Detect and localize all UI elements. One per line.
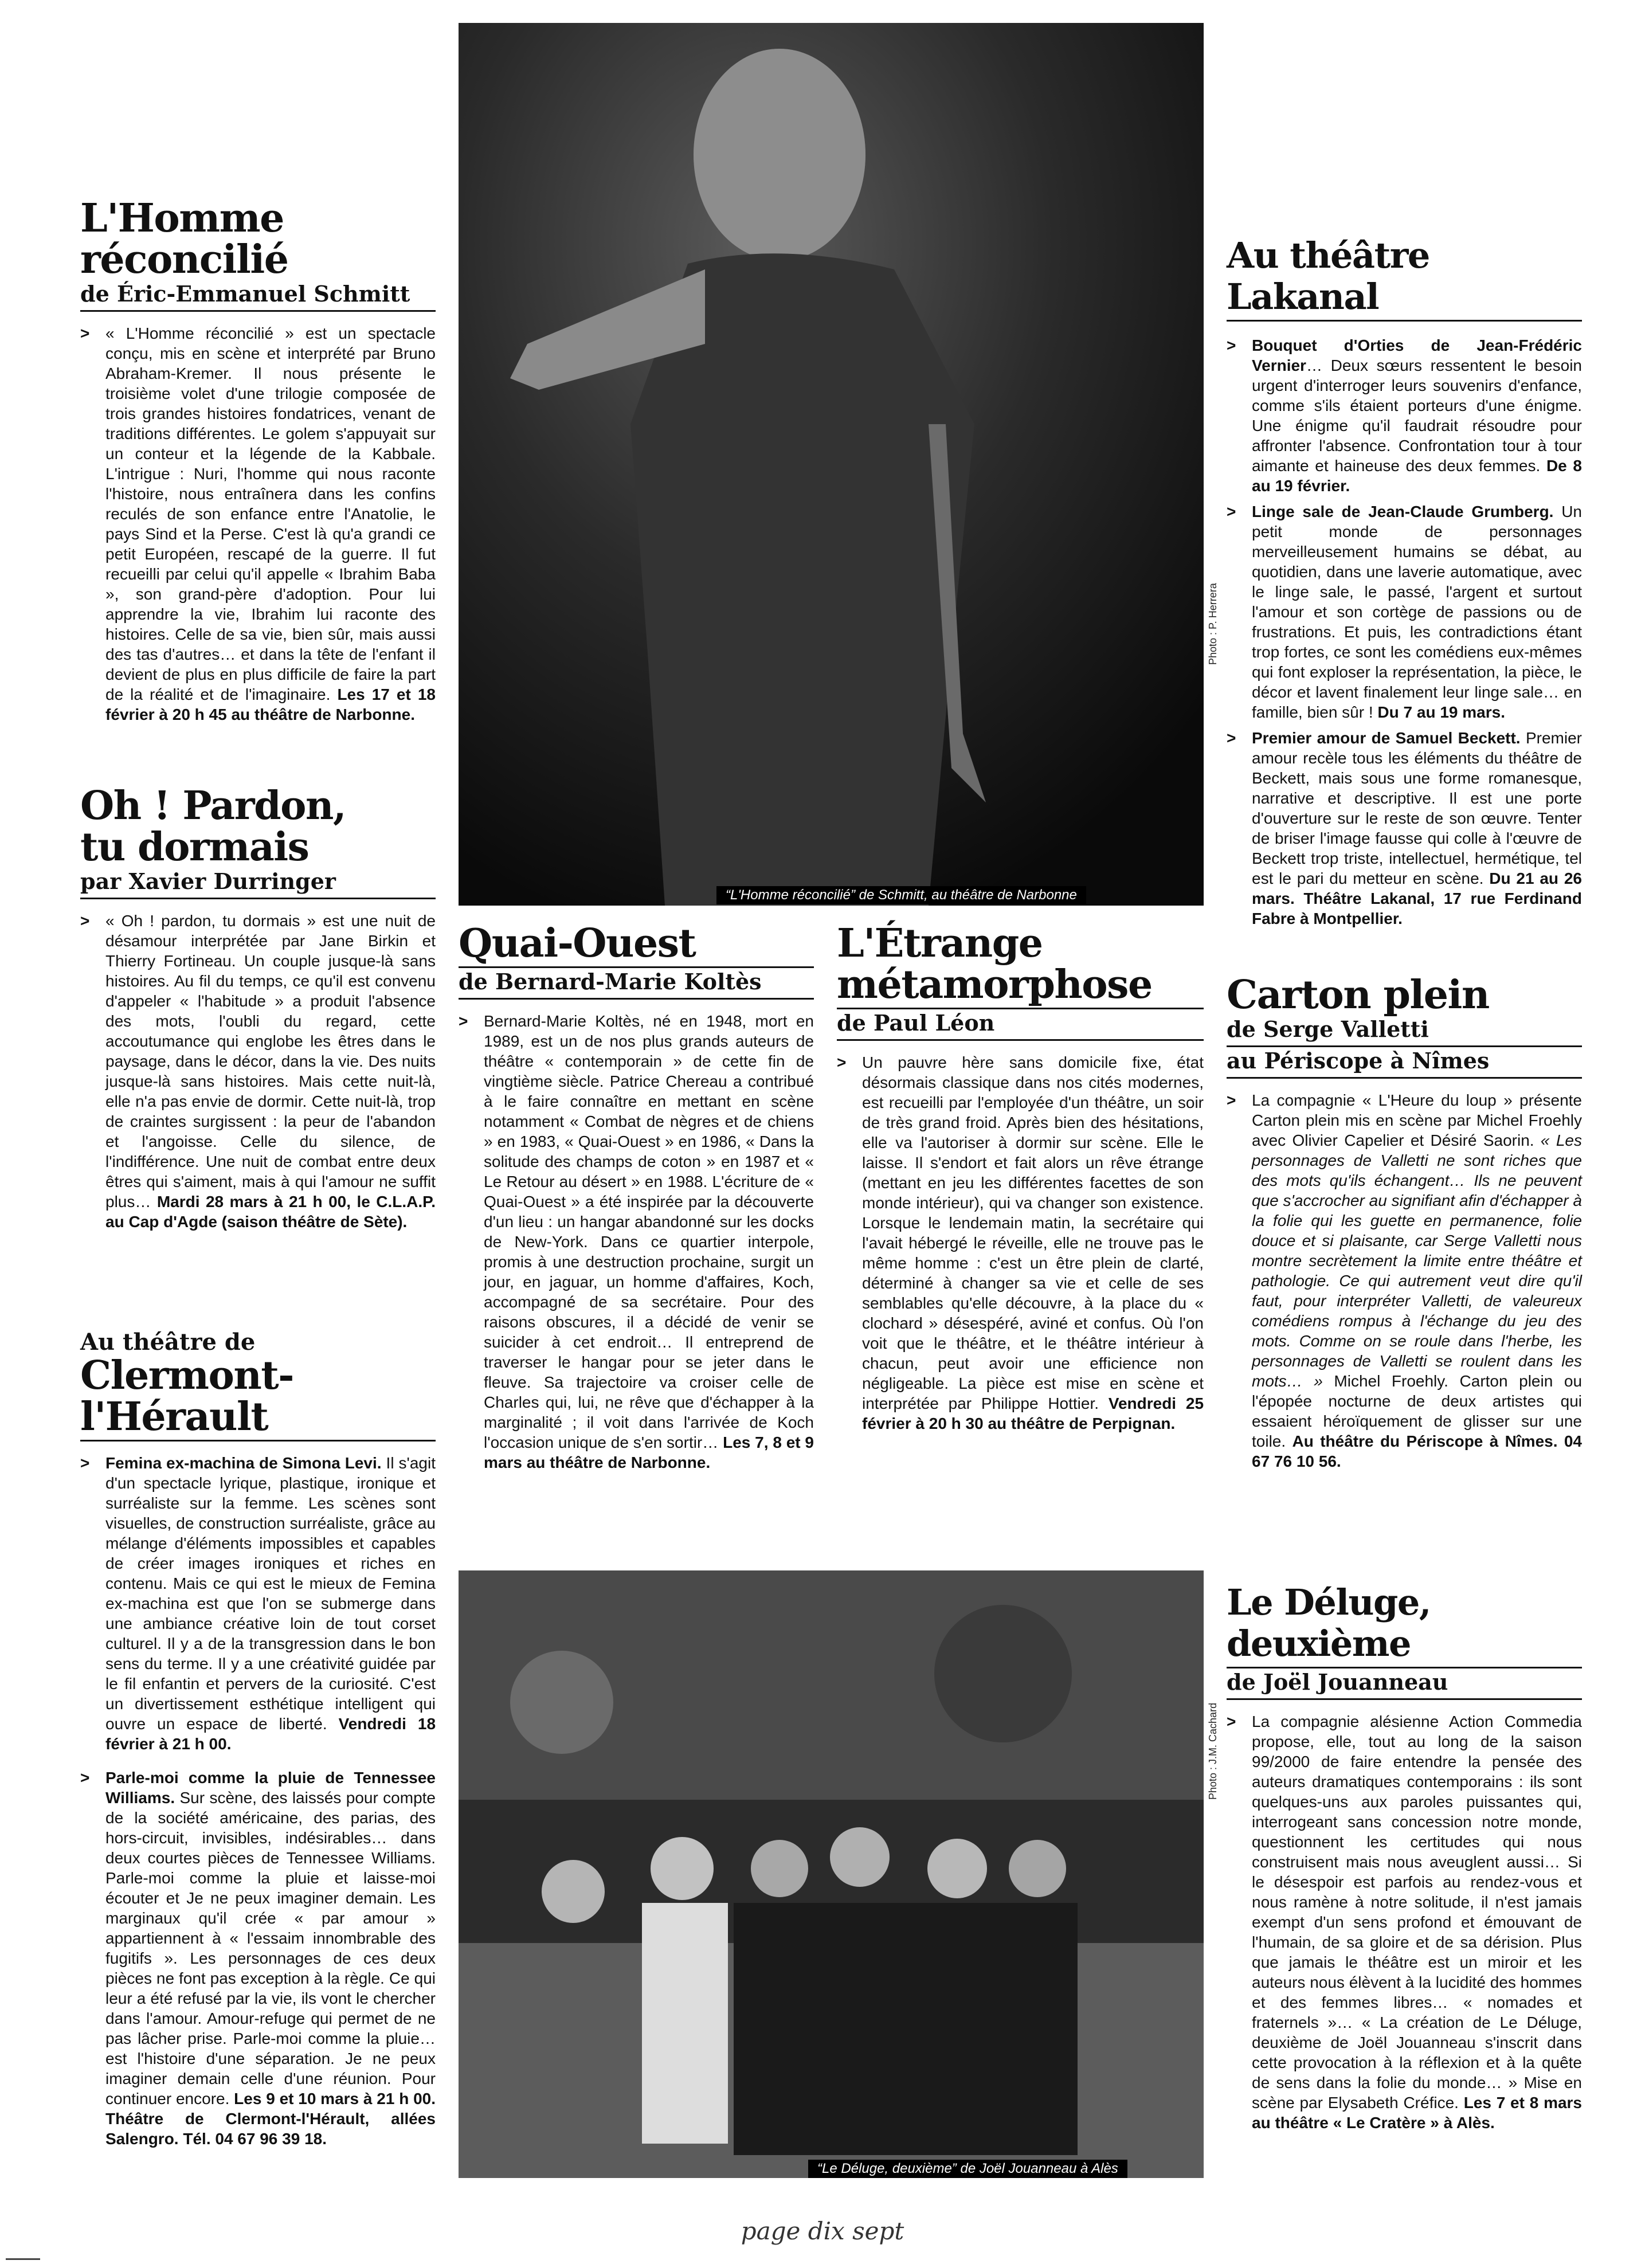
article-title: Le Déluge, deuxième (1227, 1582, 1582, 1668)
actor-photo-image (459, 23, 1204, 906)
article-etrange-metamorphose (837, 920, 1204, 1439)
photo-homme-reconcilie (459, 23, 1204, 906)
article-subtitle: de Paul Léon (837, 1009, 1204, 1041)
article-title-line2: métamorphose (837, 964, 1204, 1009)
article-carton-plein (1227, 974, 1582, 1477)
article-body (1227, 335, 1582, 929)
article-title-line2: tu dormais (80, 824, 309, 870)
article-body (837, 1052, 1204, 1433)
article-title-line1: L'Étrange (837, 920, 1043, 966)
page-number: page dix sept (741, 2217, 904, 2245)
article-subtitle: par Xavier Durringer (80, 868, 436, 899)
paragraph: > « L'Homme réconcilié » est un spectacle conçu, mis en scène et interprété par Bruno Abraham-Kremer. Il nous présente le troisième volet d'une trilogie composée de trois grandes histoires fondatrices, venant de traditions différentes. Le golem s'appuyait sur un conteur et la légende de la Kabbale. L'intrigue : Nuri, l'homme qui nous raconte l'histoire, nous entraînera dans les confins reculés de son enfance entre l'Anatolie, le pays Sind et la Perse. C'est là qu'a grandi ce petit Européen, rescapé de la guerre. Il fut recueilli par celui qu'il appelle « Ibrahim Baba », son grand-père d'adoption. Pour lui apprendre la vie, Ibrahim lui raconte des histoires. Celle de sa vie, bien sûr, mais aussi des tas d'autres… et dans la tête de l'enfant il devient de plus en plus difficile de faire la part de la réalité et de l'imaginaire. Les 17 et 18 février à 20 h 45 au théâtre de Narbonne. (80, 323, 436, 724)
article-body (80, 323, 436, 724)
article-subtitle: de Serge Valletti (1227, 1016, 1582, 1047)
article-title: Carton plein (1227, 972, 1489, 1018)
article-clermont (80, 1330, 436, 2155)
troupe-photo-image (459, 1570, 1204, 2178)
article-body (80, 911, 436, 1232)
photo-credit-bottom: Photo : J.M. Cachard (1207, 1702, 1219, 1800)
article-body (80, 1453, 436, 2149)
article-body (459, 1011, 814, 1472)
article-title: Au théâtre Lakanal (1227, 235, 1582, 322)
paragraph: > Un pauvre hère sans domicile fixe, état désormais classique dans nos cités modernes, est recueilli par l'employée d'un théâtre, un soir de très grand froid. Après bien des hésitations, elle va l'autoriser à dormir sur scène. Elle le laisse. Il s'endort et fait alors un rêve étrange (mettant en jeu les différentes facettes de son monde intérieur), qui va changer son existence. Lorsque le lendemain matin, la secrétaire qui l'avait hébergé le réveille, elle ne trouve pas le même homme : c'est un être plein de clarté, déterminé à changer sa vie et celle de ses semblables qu'elle découvre, à la place du « clochard » désespéré, aviné et confus. Où l'on voit que le théâtre, et le théâtre intérieur à chacun, peut avoir une efficience non négligeable. La pièce est mise en scène et interprétée par Philippe Hottier. Vendredi 25 février à 20 h 30 au théâtre de Perpignan. (837, 1052, 1204, 1433)
paragraph: > La compagnie alésienne Action Commedia propose, elle, tout au long de la saison 99/2000 de faire entendre la pensée des auteurs dramatiques contemporains : ils sont quelques-uns aux paroles puissantes qui, interrogeant sans concession notre monde, questionnent les certitudes qui nous construisent mais nous aveuglent aussi… Si le désespoir est parfois au rendez-vous et nous ramène à notre solitude, il n'est jamais exempt d'un sens profond et émouvant de l'humain, de sa gloire et de sa dérision. Plus que jamais le théâtre est un miroir et les auteurs nous élèvent à la lucidité des hommes et des femmes libres… « nomades et fraternels »… « La création de Le Déluge, deuxième de Joël Jouanneau s'inscrit dans cette provocation à la réflexion et à la quête de sens dans la folie du monde… » Mise en scène par Elysabeth Créfice. Les 7 et 8 mars au théâtre « Le Cratère » à Alès. (1227, 1711, 1582, 2133)
article-lakanal (1227, 235, 1582, 934)
photo-deluge (459, 1570, 1204, 2178)
article-body (1227, 1711, 1582, 2133)
article-body (1227, 1090, 1582, 1471)
photo-credit-top: Photo : P. Herrera (1207, 583, 1219, 665)
article-subtitle-venue: au Périscope à Nîmes (1227, 1047, 1582, 1079)
article-title: Quai-Ouest (459, 923, 814, 968)
article-title: Clermont-l'Hérault (80, 1355, 436, 1442)
paragraph: > Premier amour de Samuel Beckett. Premier amour recèle tous les éléments du théâtre de Beckett, mais sous une forme romanesque, narrative et descriptive. Il est une porte d'ouverture sur le reste de son œuvre. Tenter de briser l'image fausse qui colle à l'œuvre de Beckett trop triste, intellectuel, hermétique, tel est le pari du metteur en scène. Du 21 au 26 mars. Théâtre Lakanal, 17 rue Ferdinand Fabre à Montpellier. (1227, 728, 1582, 929)
article-deluge (1227, 1582, 1582, 2138)
paragraph: > « Oh ! pardon, tu dormais » est une nuit de désamour interprétée par Jane Birkin et Thierry Fortineau. Un couple jusque-là sans histoires. Au fil du temps, ce qu'il est convenu d'appeler « l'habitude » a produit l'absence des mots, l'oubli du regard, cette accoutumance qui englobe les êtres dans le paysage, dans le décor, dans la vie. Des nuits jusque-là sans histoires. Mais cette nuit-là, elle n'a pas envie de dormir. Cette nuit-là, trop de craintes surgissent : la peur de l'abandon et l'angoisse. Celle du silence, de l'indifférence. Une nuit de combat entre deux êtres qui s'aiment, mais à qui l'amour ne suffit plus… Mardi 28 mars à 21 h 00, le C.L.A.P. au Cap d'Agde (saison théâtre de Sète). (80, 911, 436, 1232)
article-title: L'Homme réconcilié (80, 195, 288, 283)
article-subtitle: de Joël Jouanneau (1227, 1668, 1582, 1700)
photo-caption-bottom: “Le Déluge, deuxième” de Joël Jouanneau à Alès (808, 2160, 1127, 2178)
article-subtitle: de Éric-Emmanuel Schmitt (80, 280, 436, 312)
paragraph: > Femina ex-machina de Simona Levi. Il s'agit d'un spectacle lyrique, plastique, ironique et surréaliste sur la femme. Les scènes sont visuelles, de construction surréaliste, grâce au mélange d'éléments impossibles et capables de créer images ironiques et riches en contenu. Mais ce qui est le mieux de Femina ex-machina est que l'on se submerge dans une ambiance créative loin de tout corset culturel. Il y a de la transgression dans le bon sens du terme. Il y a une créativité guidée par le fil enfantin et pervers de la curiosité. C'est un divertissement esthétique intelligent qui ouvre un espace de liberté. Vendredi 18 février à 21 h 00. (80, 1453, 436, 1754)
photo-caption-top: “L'Homme réconcilié” de Schmitt, au théâtre de Narbonne (716, 886, 1086, 904)
article-title-line1: Oh ! Pardon, (80, 783, 346, 829)
paragraph: > Bernard-Marie Koltès, né en 1948, mort en 1989, est un de nos plus grands auteurs de théâtre « contemporain » de cette fin de vingtième siècle. Patrice Chereau a contribué à le faire connaître en mettant en scène notamment « Combat de nègres et de chiens » en 1983, « Quai-Ouest » en 1986, « Dans la solitude des champs de coton » en 1987 et « Le Retour au désert » en 1988. L'écriture de « Quai-Ouest » a été inspirée par la découverte d'un lieu : un hangar abandonné sur les docks de New-York. Dans ce quartier interpole, promis à une destruction prochaine, surgit un jour, en jaguar, un homme d'affaires, Koch, accompagné de sa secrétaire. Pour des raisons obscures, il a décidé de venir se suicider à cet endroit… Il entreprend de traverser le hangar pour se jeter dans le fleuve. Sa trajectoire va croiser celle de Charles qui, lui, ne rêve que d'échapper à la marginalité ; il voit dans l'arrivée de Koch l'occasion unique de s'en sortir… Les 7, 8 et 9 mars au théâtre de Narbonne. (459, 1011, 814, 1472)
paragraph: > La compagnie « L'Heure du loup » présente Carton plein mis en scène par Michel Froehly avec Olivier Capelier et Désiré Saorin. « Les personnages de Valletti ne sont riches que des mots qu'ils échangent… Ils ne peuvent que s'accrocher au signifiant afin d'échapper à la folie qui les guette en permanence, folie douce et si plaisante, car Serge Valletti nous montre secrètement la limite entre théâtre et pathologie. Ce qui autrement veut dire qu'il faut, pour interpréter Valletti, de valeureux comédiens rompus à l'échange du jeu des mots. Comme on se roule dans l'herbe, les personnages de Valletti se roulent dans les mots… » Michel Froehly. Carton plein ou l'épopée nocturne de deux artistes qui essaient héroïquement de glisser sur une toile. Au théâtre du Périscope à Nîmes. 04 67 76 10 56. (1227, 1090, 1582, 1471)
article-kicker: Au théâtre de (80, 1329, 256, 1356)
article-quai-ouest (459, 920, 814, 1478)
paragraph: > Linge sale de Jean-Claude Grumberg. Un petit monde de personnages merveilleusement humains se débat, au quotidien, dans une laverie automatique, avec le linge sale, le passé, l'argent et surtout l'amour et son cortège de passions ou de frustrations. Et puis, les contradictions étant trop fortes, ce sont les comédiens eux-mêmes qui font exploser la représentation, la pièce, le décor et lavent finalement leur linge sale… en famille, bien sûr ! Du 7 au 19 mars. (1227, 502, 1582, 722)
article-oh-pardon (80, 785, 436, 1237)
paragraph: > Bouquet d'Orties de Jean-Frédéric Vernier… Deux sœurs ressentent le besoin urgent d'interroger leurs souvenirs d'enfance, comme s'ils étaient porteurs d'une énigme. Une énigme qu'il faudrait résoudre pour affronter l'absence. Confrontation tour à tour aimante et haineuse des deux femmes. De 8 au 19 février. (1227, 335, 1582, 496)
crop-mark (6, 2258, 40, 2260)
paragraph: > Parle-moi comme la pluie de Tennessee Williams. Sur scène, des laissés pour compte de la société américaine, des parias, des hors-circuit, invisibles, indésirables… dans deux courtes pièces de Tennessee Williams. Parle-moi comme la pluie et laisse-moi écouter et Je ne peux imaginer demain. Les marginaux qu'il crée « par amour » appartiennent à « l'essaim innombrable des fugitifs ». Les personnages de ces deux pièces ne font pas exception à la règle. Ce qui leur a été refusé par la vie, ils vont le chercher dans l'amour. Amour-refuge qui permet de ne pas lâcher prise. Parle-moi comme la pluie… est l'histoire d'une séparation. Je ne peux imaginer demain celle d'une réunion. Pour continuer encore. Les 9 et 10 mars à 21 h 00. Théâtre de Clermont-l'Hérault, allées Salengro. Tél. 04 67 96 39 18. (80, 1768, 436, 2149)
article-subtitle: de Bernard-Marie Koltès (459, 968, 814, 1000)
article-homme-reconcilie (80, 195, 436, 730)
